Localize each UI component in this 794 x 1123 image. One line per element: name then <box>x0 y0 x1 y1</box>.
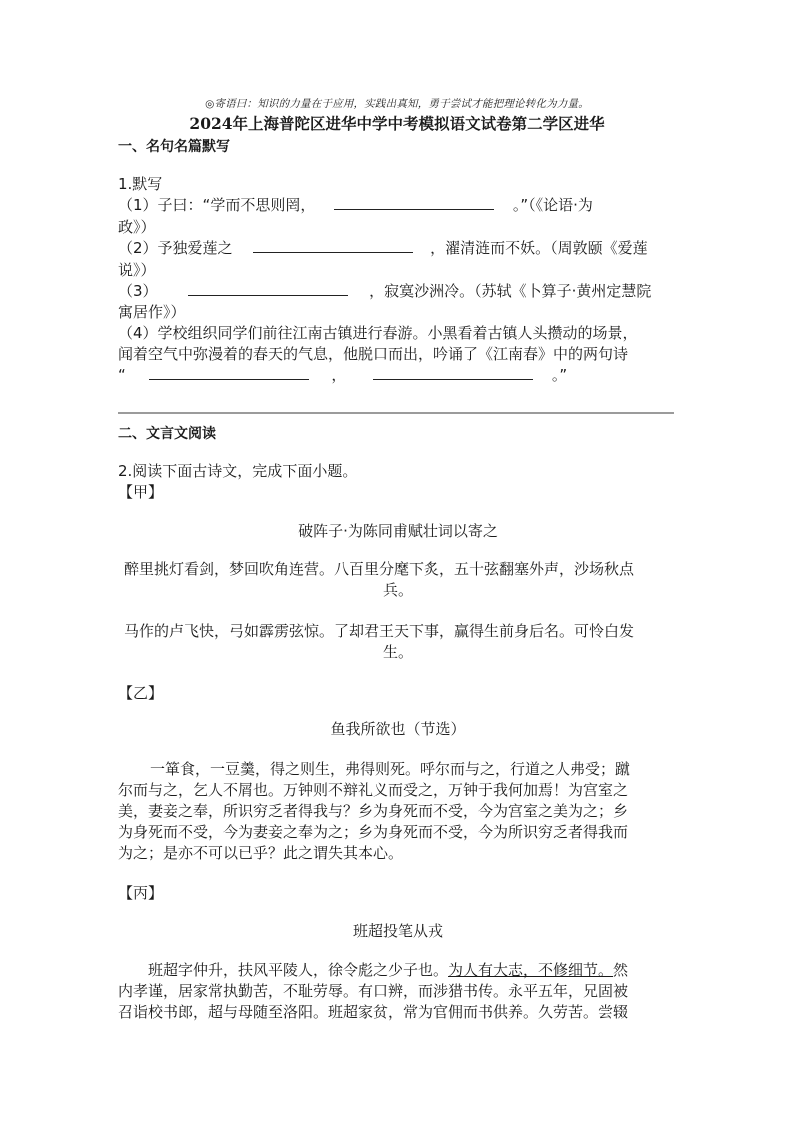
poem-line: 生。 <box>382 643 413 661</box>
prose-text: 班超字仲升，扶风平陵人，徐令彪之少子也。 <box>148 961 449 979</box>
passage-title-jia: 破阵子·为陈同甫赋壮词以寄之 <box>298 522 498 540</box>
dictation-item-4: （4）学校组织同学们前往江南古镇进行春游。小黑看着古镇人头攒动的场景， <box>118 324 638 342</box>
prose-line: 为之；是亦不可以已乎？此之谓失其本心。 <box>118 844 404 862</box>
prose-line: 尔而与之，乞人不屑也。万钟则不辩礼义而受之，万钟于我何加焉！为宫室之 <box>118 781 629 799</box>
dictation-text: ， <box>331 366 347 384</box>
section-heading-2: 二、文言文阅读 <box>118 426 216 442</box>
answer-blank[interactable] <box>253 237 413 253</box>
dictation-text: （2）予独爱莲之 <box>118 239 233 257</box>
dictation-text: （3） <box>118 282 158 300</box>
page-title: 2024年上海普陀区进华中学中考模拟语文试卷第二学区进华 <box>189 114 605 133</box>
prose-line: 召诣校书郎，超与母随至洛阳。班超家贫，常为官佣而书供养。久劳苦。尝辍 <box>118 1003 629 1021</box>
answer-blank[interactable] <box>188 280 348 296</box>
dictation-text: “ <box>118 366 126 384</box>
prose-line: 美，妻妾之奉，所识穷乏者得我与？乡为身死而不受，今为宫室之美为之；乡 <box>118 802 629 820</box>
dictation-item-4-cont: 闻着空气中弥漫着的春天的气息，他脱口而出，吟诵了《江南春》中的两句诗 <box>118 345 629 363</box>
prose-line: 为身死而不受，今为妻妾之奉为之；乡为身死而不受，今为所识穷乏者得我而 <box>118 823 629 841</box>
question-label-2: 2.阅读下面古诗文，完成下面小题。 <box>118 462 358 480</box>
underlined-sentence: 为人有大志，不修细节。 <box>448 961 614 979</box>
passage-title-yi: 鱼我所欲也（节选） <box>330 720 466 738</box>
dictation-item-3 <box>118 280 678 302</box>
prose-line <box>148 959 708 981</box>
dictation-item-1 <box>118 194 678 216</box>
passage-title-bing: 班超投笔从戎 <box>352 922 443 940</box>
dictation-text: 。” <box>551 366 568 384</box>
dictation-text: ，濯清涟而不妖。（周敦颐《爱莲 <box>430 239 648 257</box>
answer-blank[interactable] <box>149 364 309 380</box>
motto-line: ◎寄语曰：知识的力量在于应用，实践出真知，勇于尝试才能把理论转化为力量。 <box>205 98 589 110</box>
passage-label-jia: 【甲】 <box>118 483 164 501</box>
dictation-item-3-cont: 寓居作》） <box>118 303 186 321</box>
section-divider <box>118 412 674 414</box>
dictation-text: （1）子曰：“学而不思则罔， <box>118 196 316 214</box>
dictation-item-2 <box>118 237 678 259</box>
question-label-1: 1.默写 <box>118 175 163 193</box>
dictation-item-2-cont: 说》） <box>118 261 156 279</box>
section-heading-1: 一、名句名篇默写 <box>118 139 230 155</box>
prose-line: 一箪食，一豆羹，得之则生，弗得则死。呼尔而与之，行道之人弗受；蹴 <box>150 760 631 778</box>
passage-label-bing: 【丙】 <box>118 884 164 902</box>
answer-blank[interactable] <box>373 364 533 380</box>
poem-line: 马作的卢飞快，弓如霹雳弦惊。了却君王天下事，赢得生前身后名。可怜白发 <box>124 622 635 640</box>
passage-label-yi: 【乙】 <box>118 684 164 702</box>
prose-text: 然 <box>613 961 629 979</box>
answer-blank[interactable] <box>334 194 494 210</box>
poem-line: 醉里挑灯看剑，梦回吹角连营。八百里分麾下炙，五十弦翻塞外声，沙场秋点 <box>124 560 635 578</box>
dictation-item-1-cont: 政》） <box>118 218 156 236</box>
poem-line: 兵。 <box>382 581 413 599</box>
dictation-item-4-blanks <box>118 364 678 386</box>
dictation-text: 。”（《论语·为 <box>512 196 593 214</box>
prose-line: 内孝谨，居家常执勤苦，不耻劳辱。有口辨，而涉猎书传。永平五年，兄固被 <box>118 982 629 1000</box>
dictation-text: ，寂寞沙洲冷。（苏轼《卜算子·黄州定慧院 <box>369 282 652 300</box>
